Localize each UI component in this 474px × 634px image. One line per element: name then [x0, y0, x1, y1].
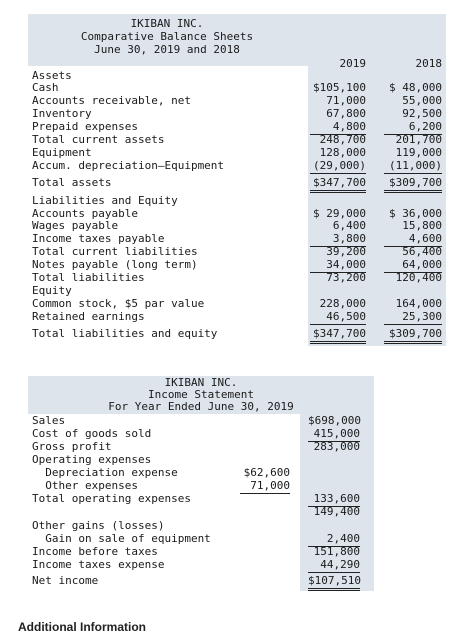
bs-row-label: Equity	[32, 284, 72, 297]
is-row-outer-value: $698,000	[308, 414, 361, 427]
bs-company: IKIBAN INC.	[130, 17, 204, 30]
bs-row-value-2019: 67,800	[326, 107, 366, 120]
bs-row-value-2018: 15,800	[402, 219, 442, 232]
bs-row-value-2018: 164,000	[395, 297, 442, 310]
bs-row-value-2018: 119,000	[395, 146, 442, 159]
bs-row-label: Accounts receivable, net	[32, 94, 191, 107]
bs-row-value-2019: 34,000	[310, 259, 366, 273]
is-row-label: Other expenses	[32, 479, 138, 492]
is-row-label: Other gains (losses)	[32, 519, 165, 532]
bs-row-label: Equipment	[32, 146, 92, 159]
bs-row-value-2019: 71,000	[326, 94, 366, 107]
is-row-outer-value: 133,600	[308, 493, 360, 507]
is-row-outer-value: 415,000	[308, 428, 360, 442]
bs-row-label: Total assets	[32, 176, 112, 189]
bs-row-value-2019: 228,000	[319, 297, 366, 310]
bs-col-2019: 2019	[339, 57, 366, 70]
bs-row-value-2019: 4,800	[310, 121, 366, 135]
is-title: Income Statement	[148, 388, 254, 401]
is-row-label: Sales	[32, 414, 66, 427]
bs-row-value-2018: 92,500	[402, 107, 442, 120]
is-row-label: Income taxes expense	[32, 558, 165, 571]
is-row-label: Depreciation expense	[32, 466, 178, 479]
bs-row-value-2019: $347,700	[310, 328, 366, 344]
bs-row-value-2019: $347,700	[310, 177, 366, 193]
bs-row-value-2018: 4,600	[384, 233, 442, 247]
is-row-label: Total operating expenses	[32, 492, 191, 505]
is-company: IKIBAN INC.	[164, 376, 238, 389]
bs-row-label: Total current assets	[32, 133, 165, 146]
bs-row-label: Accounts payable	[32, 207, 138, 220]
bs-row-label: Notes payable (long term)	[32, 258, 198, 271]
bs-date: June 30, 2019 and 2018	[94, 43, 240, 56]
bs-title: Comparative Balance Sheets	[80, 30, 254, 43]
is-row-outer-value: 283,000	[313, 440, 360, 453]
bs-row-label: Retained earnings	[32, 310, 145, 323]
bs-row-label: Total liabilities and equity	[32, 327, 218, 340]
bs-row-value-2018: $309,700	[384, 177, 442, 193]
bs-row-value-2018: 120,400	[395, 271, 442, 284]
is-row-label: Net income	[32, 574, 99, 587]
bs-row-value-2019: 39,200	[326, 245, 366, 258]
bs-row-value-2018: 56,400	[402, 245, 442, 258]
bs-row-label: Common stock, $5 par value	[32, 297, 205, 310]
bs-row-value-2018: 55,000	[402, 94, 442, 107]
additional-info-heading: Additional Information	[18, 620, 146, 634]
is-row-inner-value: 71,000	[240, 480, 290, 494]
bs-row-value-2019: 3,800	[310, 233, 366, 247]
is-row-label: Gain on sale of equipment	[32, 532, 211, 545]
bs-row-value-2019: 6,400	[332, 219, 366, 232]
bs-row-value-2019: 248,700	[319, 133, 366, 146]
is-period: For Year Ended June 30, 2019	[108, 400, 294, 413]
bs-row-label: Assets	[32, 69, 72, 82]
is-row-outer-value: $107,510	[308, 575, 360, 591]
is-row-outer-value: 151,800	[313, 545, 360, 558]
is-row-label: Cost of goods sold	[32, 427, 152, 440]
bs-row-label: Wages payable	[32, 219, 119, 232]
is-row-inner-value: $62,600	[243, 466, 290, 479]
bs-row-value-2018: $ 48,000	[389, 81, 442, 94]
bs-row-value-2018: 64,000	[384, 259, 442, 273]
is-row-label: Income before taxes	[32, 545, 158, 558]
bs-row-label: Total liabilities	[32, 271, 145, 284]
bs-row-label: Prepaid expenses	[32, 120, 138, 133]
is-row-label: Operating expenses	[32, 453, 152, 466]
bs-row-label: Accum. depreciation–Equipment	[32, 159, 225, 172]
is-row-outer-value: 149,400	[313, 505, 360, 518]
bs-row-label: Income taxes payable	[32, 232, 165, 245]
bs-row-value-2018: (11,000)	[384, 160, 442, 174]
is-row-label: Gross profit	[32, 440, 112, 453]
bs-col-2018: 2018	[415, 57, 442, 70]
bs-row-value-2019: (29,000)	[310, 160, 366, 174]
bs-row-value-2018: 25,300	[384, 311, 442, 325]
bs-row-value-2019: $ 29,000	[313, 207, 366, 220]
bs-row-value-2018: $ 36,000	[389, 207, 442, 220]
is-row-outer-value: 44,290	[308, 559, 360, 573]
bs-row-label: Inventory	[32, 107, 92, 120]
is-row-outer-value: 2,400	[308, 533, 360, 547]
bs-row-value-2019: 128,000	[319, 146, 366, 159]
bs-row-value-2019: 46,500	[310, 311, 366, 325]
bs-row-value-2019: $105,100	[313, 81, 366, 94]
bs-row-label: Total current liabilities	[32, 245, 198, 258]
bs-row-value-2018: 201,700	[395, 133, 442, 146]
bs-row-label: Liabilities and Equity	[32, 194, 178, 207]
bs-row-value-2018: $309,700	[384, 328, 442, 344]
bs-row-value-2019: 73,200	[326, 271, 366, 284]
bs-row-value-2018: 6,200	[384, 121, 442, 135]
bs-row-label: Cash	[32, 81, 59, 94]
